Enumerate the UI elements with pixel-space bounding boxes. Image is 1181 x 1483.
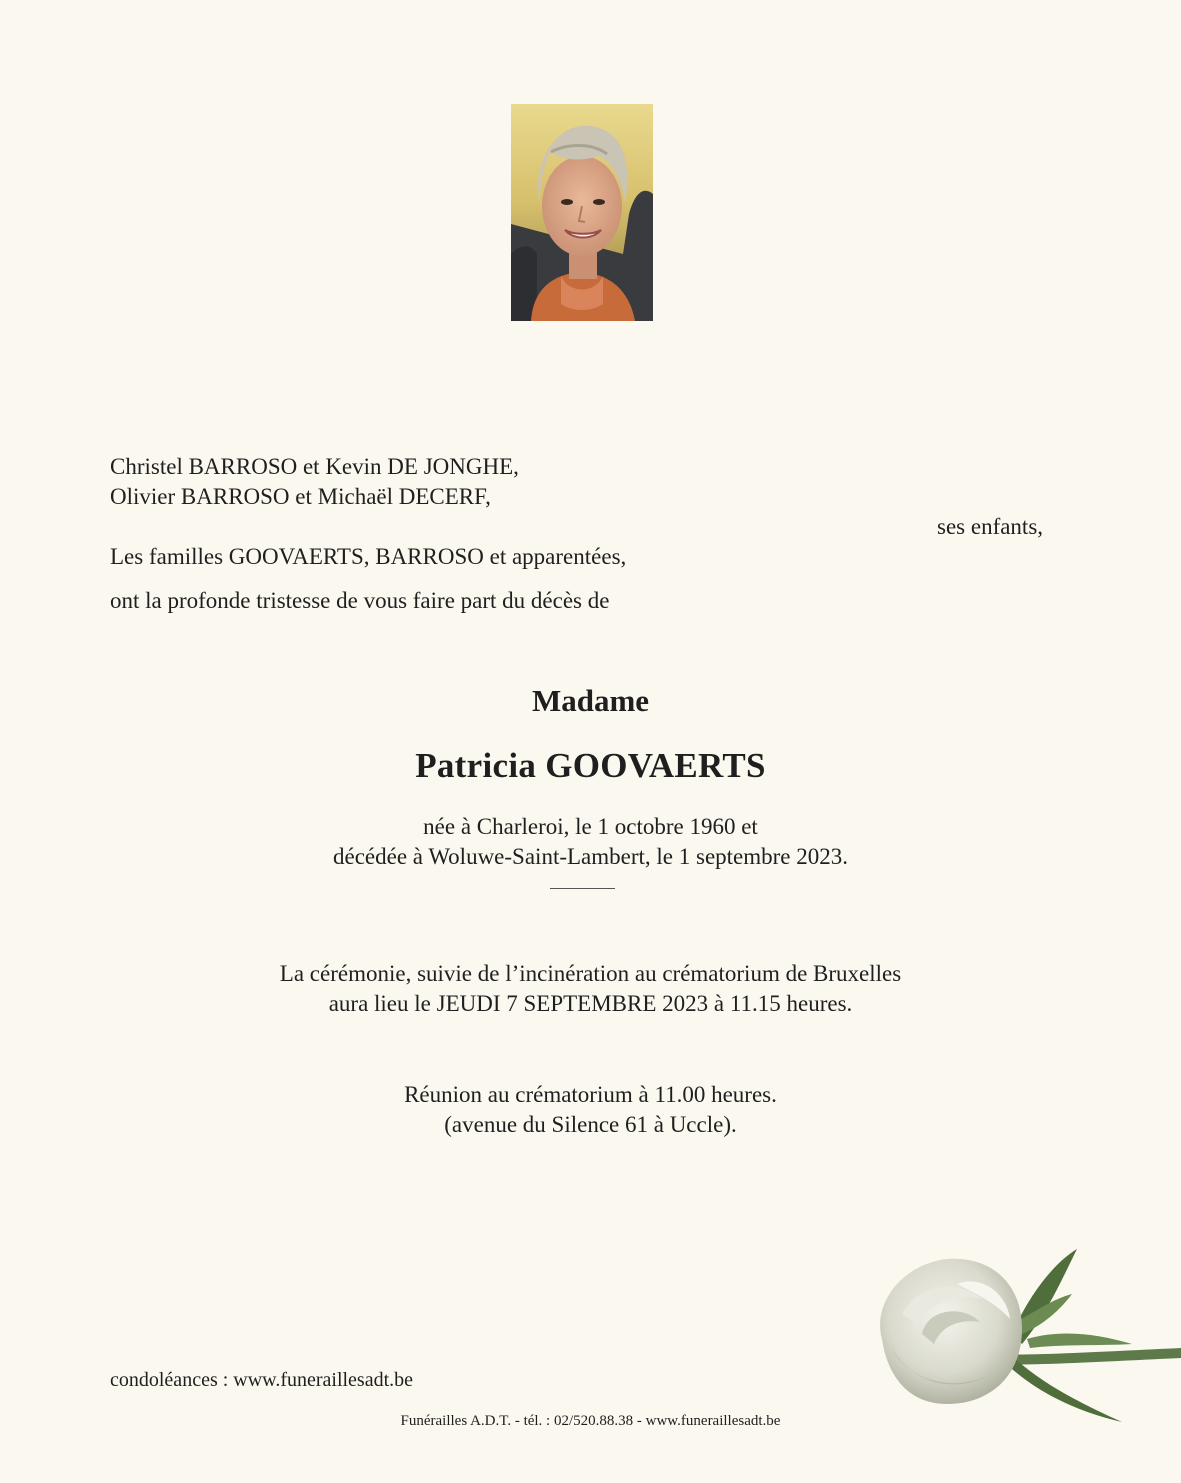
portrait-illustration [511,104,653,321]
family-line-1: Christel BARROSO et Kevin DE JONGHE, [110,454,519,479]
birth-info: née à Charleroi, le 1 octobre 1960 et [423,814,758,839]
family-line-4: ont la profonde tristesse de vous faire part du décès de [110,588,610,613]
deceased-name: Patricia GOOVAERTS [415,746,766,785]
condolences-link[interactable]: condoléances : www.funeraillesadt.be [110,1369,414,1391]
meeting-line-1: Réunion au crématorium à 11.00 heures. [404,1082,777,1107]
ceremony-line-2: aura lieu le JEUDI 7 SEPTEMBRE 2023 à 11.15 heures. [328,991,853,1016]
family-relation: ses enfants, [937,514,1044,539]
meeting-line-2: (avenue du Silence 61 à Uccle). [444,1112,737,1137]
company-footer: Funérailles A.D.T. - tél. : 02/520.88.38 - www.funeraillesadt.be [400,1413,781,1429]
ceremony-line-1: La cérémonie, suivie de l’incinération au crématorium de Bruxelles [279,961,902,986]
white-rose-icon [862,1244,1181,1439]
portrait-photo [511,104,653,321]
family-line-2: Olivier BARROSO et Michaël DECERF, [110,484,491,509]
family-line-3: Les familles GOOVAERTS, BARROSO et apparentées, [110,544,627,569]
deceased-title: Madame [531,683,650,718]
separator-line [550,888,615,889]
death-info: décédée à Woluwe-Saint-Lambert, le 1 septembre 2023. [332,844,849,869]
